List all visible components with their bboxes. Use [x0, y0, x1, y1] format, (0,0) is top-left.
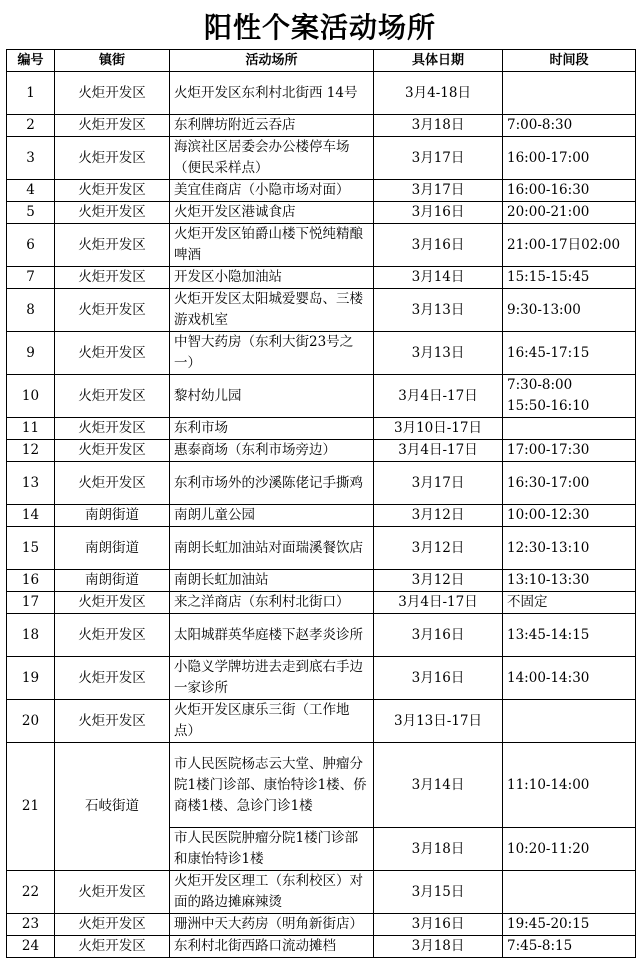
row-time [503, 743, 636, 828]
row-place: 南朗长虹加油站 [170, 570, 374, 592]
row-time [503, 202, 636, 224]
row-time-value: 21:00-17日02:00 [507, 236, 621, 253]
row-town: 火炬开发区 [55, 72, 170, 115]
row-number: 20 [7, 700, 55, 743]
row-date: 3月4日-17日 [374, 592, 503, 614]
row-place: 火炬开发区东利村北街西 14号 [170, 72, 374, 115]
table-row [7, 289, 636, 332]
row-date: 3月15日 [374, 871, 503, 914]
row-date: 3月16日 [374, 657, 503, 700]
row-place: 黎村幼儿园 [170, 375, 374, 418]
row-date: 3月13日 [374, 332, 503, 375]
row-date: 3月4日-17日 [374, 440, 503, 462]
row-time [503, 614, 636, 657]
row-town: 火炬开发区 [55, 871, 170, 914]
table-row [7, 137, 636, 180]
row-place: 东利市场 [170, 418, 374, 440]
row-date: 3月17日 [374, 462, 503, 505]
row-date: 3月13日 [374, 289, 503, 332]
row-time-value: 14:00-14:30 [507, 669, 590, 686]
row-number: 8 [7, 289, 55, 332]
row-time-value: 17:00-17:30 [507, 442, 590, 458]
row-town: 火炬开发区 [55, 914, 170, 936]
table-row [7, 700, 636, 743]
row-date: 3月14日 [374, 743, 503, 828]
row-date: 3月12日 [374, 570, 503, 592]
row-time [503, 570, 636, 592]
row-time-value: 20:00-21:00 [507, 204, 590, 220]
table-row [7, 614, 636, 657]
row-town: 火炬开发区 [55, 267, 170, 289]
venue-table [6, 49, 636, 958]
row-number: 16 [7, 570, 55, 592]
row-time-value-2: 15:50-16:10 [507, 398, 590, 414]
row-time-value: 7:30-8:00 [507, 377, 573, 393]
table-row [7, 72, 636, 115]
row-number: 15 [7, 527, 55, 570]
row-date: 3月13日-17日 [374, 700, 503, 743]
table-row [7, 332, 636, 375]
table-row [7, 914, 636, 936]
row-place: 市人民医院肿瘤分院1楼门诊部和康怡特诊1楼 [170, 828, 374, 871]
row-town: 火炬开发区 [55, 936, 170, 958]
row-place: 惠泰商场（东利市场旁边） [170, 440, 374, 462]
table-row [7, 527, 636, 570]
row-place: 火炬开发区铂爵山楼下悦纯精酿啤酒 [170, 224, 374, 267]
row-time-value: 13:45-14:15 [507, 626, 590, 643]
row-time [503, 375, 636, 418]
row-town: 南朗街道 [55, 505, 170, 527]
row-time [503, 592, 636, 614]
row-time-value: 16:00-17:00 [507, 149, 590, 166]
row-time-value: 7:45-8:15 [507, 938, 573, 954]
row-town: 火炬开发区 [55, 202, 170, 224]
row-time-value: 9:30-13:00 [507, 301, 581, 318]
row-place: 东利村北街西路口流动摊档 [170, 936, 374, 958]
row-town: 火炬开发区 [55, 224, 170, 267]
row-number: 12 [7, 440, 55, 462]
row-town: 火炬开发区 [55, 289, 170, 332]
page-title: 阳性个案活动场所 [203, 11, 436, 44]
row-time: 10:20-11:20 [503, 828, 636, 871]
row-date: 3月17日 [374, 137, 503, 180]
table-row [7, 505, 636, 527]
row-time-value: 16:45-17:15 [507, 344, 590, 361]
row-place: 小隐义学牌坊进去走到底右手边一家诊所 [170, 657, 374, 700]
row-town: 南朗街道 [55, 570, 170, 592]
row-place: 南朗长虹加油站对面瑞溪餐饮店 [170, 527, 374, 570]
row-number: 9 [7, 332, 55, 375]
row-date: 3月16日 [374, 914, 503, 936]
row-town: 火炬开发区 [55, 375, 170, 418]
row-number: 10 [7, 375, 55, 418]
table-row [7, 224, 636, 267]
row-number: 17 [7, 592, 55, 614]
row-date: 3月14日 [374, 267, 503, 289]
row-date: 3月10日-17日 [374, 418, 503, 440]
row-time-value: 16:00-16:30 [507, 182, 590, 198]
table-row [7, 462, 636, 505]
row-place: 太阳城群英华庭楼下赵孝炎诊所 [170, 614, 374, 657]
header-num: 编号 [7, 50, 55, 72]
row-date: 3月18日 [374, 115, 503, 137]
table-body [7, 72, 636, 958]
row-time [503, 462, 636, 505]
row-number: 6 [7, 224, 55, 267]
table-row [7, 592, 636, 614]
row-time [503, 267, 636, 289]
row-date: 3月16日 [374, 614, 503, 657]
row-place: 火炬开发区港诚食店 [170, 202, 374, 224]
row-date: 3月4日-17日 [374, 375, 503, 418]
row-town: 火炬开发区 [55, 440, 170, 462]
row-time [503, 440, 636, 462]
row-place: 东利牌坊附近云吞店 [170, 115, 374, 137]
row-time [503, 137, 636, 180]
row-date: 3月12日 [374, 505, 503, 527]
table-row [7, 440, 636, 462]
row-place: 来之洋商店（东利村北街口） [170, 592, 374, 614]
header-place: 活动场所 [170, 50, 374, 72]
row-date: 3月12日 [374, 527, 503, 570]
row-time [503, 871, 636, 914]
row-time-value: 19:45-20:15 [507, 916, 590, 932]
row-time-value: 16:30-17:00 [507, 474, 590, 491]
row-time-value: 10:00-12:30 [507, 507, 590, 523]
row-number: 24 [7, 936, 55, 958]
row-place: 开发区小隐加油站 [170, 267, 374, 289]
row-time-value: 7:00-8:30 [507, 117, 573, 133]
row-time [503, 700, 636, 743]
table-row [7, 115, 636, 137]
table-row [7, 657, 636, 700]
row-place: 海滨社区居委会办公楼停车场（便民采样点） [170, 137, 374, 180]
table-row [7, 871, 636, 914]
row-date: 3月16日 [374, 224, 503, 267]
row-time [503, 115, 636, 137]
row-number: 7 [7, 267, 55, 289]
row-number: 4 [7, 180, 55, 202]
row-date: 3月18日 [374, 828, 503, 871]
table-row [7, 267, 636, 289]
row-town: 火炬开发区 [55, 180, 170, 202]
row-time [503, 657, 636, 700]
row-time [503, 72, 636, 115]
row-date: 3月17日 [374, 180, 503, 202]
row-time [503, 332, 636, 375]
header-town: 镇街 [55, 50, 170, 72]
row-place: 南朗儿童公园 [170, 505, 374, 527]
row-time-value: 不固定 [507, 594, 548, 610]
row-time [503, 180, 636, 202]
row-town: 火炬开发区 [55, 700, 170, 743]
row-time [503, 936, 636, 958]
row-time-value: 12:30-13:10 [507, 539, 590, 556]
row-town: 火炬开发区 [55, 115, 170, 137]
row-number: 18 [7, 614, 55, 657]
row-town: 火炬开发区 [55, 418, 170, 440]
table-row [7, 180, 636, 202]
row-date: 3月16日 [374, 202, 503, 224]
row-number: 5 [7, 202, 55, 224]
row-time [503, 224, 636, 267]
row-place: 美宜佳商店（小隐市场对面） [170, 180, 374, 202]
row-number: 23 [7, 914, 55, 936]
row-time-value: 15:15-15:45 [507, 269, 590, 285]
row-number: 1 [7, 72, 55, 115]
row-town: 火炬开发区 [55, 137, 170, 180]
header-time: 时间段 [503, 50, 636, 72]
row-number: 19 [7, 657, 55, 700]
row-place: 火炬开发区理工（东利校区）对面的路边摊麻辣烫 [170, 871, 374, 914]
row-time [503, 289, 636, 332]
row-place: 东利市场外的沙溪陈佬记手撕鸡 [170, 462, 374, 505]
row-place: 中智大药房（东利大街23号之一） [170, 332, 374, 375]
row-date: 3月18日 [374, 936, 503, 958]
row-place: 珊洲中天大药房（明角新街店） [170, 914, 374, 936]
row-town: 火炬开发区 [55, 614, 170, 657]
row-number: 22 [7, 871, 55, 914]
table-row [7, 570, 636, 592]
table-row [7, 375, 636, 418]
row-number: 3 [7, 137, 55, 180]
row-place: 市人民医院杨志云大堂、肿瘤分院1楼门诊部、康怡特诊1楼、侨商楼1楼、急诊门诊1楼 [170, 743, 374, 828]
table-row [7, 418, 636, 440]
row-town: 火炬开发区 [55, 332, 170, 375]
row-number: 21 [7, 743, 55, 871]
row-town: 南朗街道 [55, 527, 170, 570]
table-row [7, 202, 636, 224]
row-time-value: 11:10-14:00 [507, 776, 590, 793]
row-number: 2 [7, 115, 55, 137]
row-time [503, 505, 636, 527]
row-time [503, 418, 636, 440]
table-row [7, 936, 636, 958]
row-number: 11 [7, 418, 55, 440]
row-town: 石岐街道 [55, 743, 170, 871]
row-date: 3月4-18日 [374, 72, 503, 115]
row-place: 火炬开发区太阳城爱婴岛、三楼游戏机室 [170, 289, 374, 332]
table-row [7, 743, 636, 828]
header-row [7, 50, 636, 72]
row-time [503, 527, 636, 570]
row-number: 13 [7, 462, 55, 505]
header-date: 具体日期 [374, 50, 503, 72]
row-time-value: 13:10-13:30 [507, 572, 590, 588]
row-place: 火炬开发区康乐三街（工作地点） [170, 700, 374, 743]
row-time [503, 914, 636, 936]
row-town: 火炬开发区 [55, 462, 170, 505]
row-town: 火炬开发区 [55, 657, 170, 700]
row-number: 14 [7, 505, 55, 527]
row-town: 火炬开发区 [55, 592, 170, 614]
